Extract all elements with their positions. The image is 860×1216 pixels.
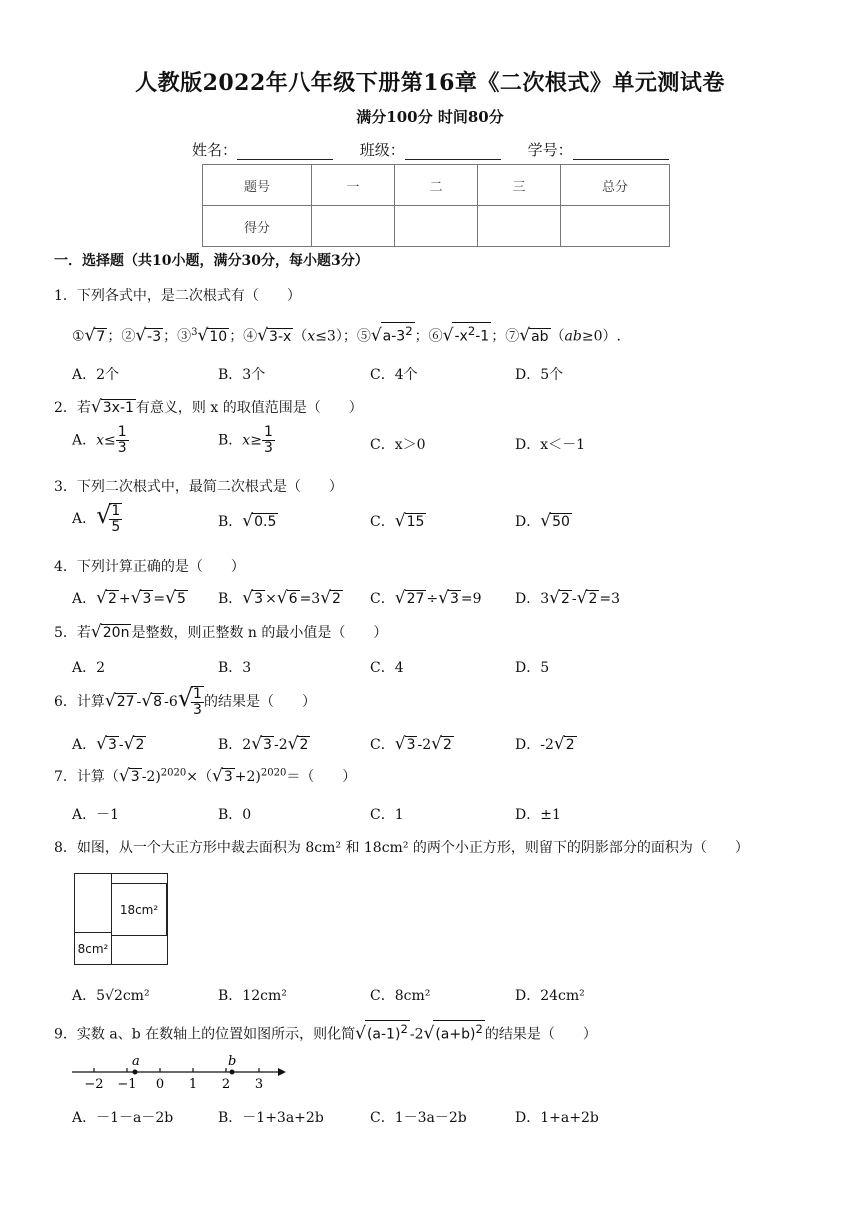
- question-5-stem: 5．若√20n 是整数，则正整数 n 的最小值是（ ）: [54, 622, 388, 642]
- score-header-cell: 题号: [203, 165, 312, 206]
- question-9-option-a[interactable]: A．－1－a－2b: [72, 1110, 174, 1126]
- question-6-stem: 6．计算√27 -√8 -6√ $\frac{1}{3}$ 的结果是（ ）: [54, 684, 316, 718]
- number-line-tick-label: 3: [254, 1077, 264, 1092]
- id-label: 学号：: [527, 141, 573, 159]
- question-7-pre: 7．计算（: [54, 769, 119, 785]
- page-title: 人教版2022年八年级下册第16章《二次根式》单元测试卷: [135, 70, 725, 96]
- score-table: [202, 164, 670, 247]
- question-9-pre: 9．实数 a、b 在数轴上的位置如图所示，则化简: [54, 1026, 356, 1043]
- number-line-tick-label: 1: [188, 1077, 198, 1092]
- question-2-option-b[interactable]: B．x≥ $\frac{1}{3}$: [218, 424, 273, 456]
- point-a: [133, 1070, 138, 1075]
- question-3-stem: 3．下列二次根式中，最简二次根式是（ ）: [54, 479, 343, 495]
- question-8-option-c[interactable]: C．8cm²: [370, 988, 431, 1004]
- number-line-arrow: [278, 1068, 286, 1076]
- question-7-option-d[interactable]: D．±1: [515, 807, 561, 823]
- point-a-label: a: [132, 1054, 140, 1069]
- class-label: 班级：: [359, 141, 405, 159]
- point-b: [230, 1070, 235, 1075]
- question-1-option-c[interactable]: C．4个: [370, 367, 418, 383]
- question-2-post: 有意义，则 x 的取值范围是（ ）: [135, 400, 363, 416]
- question-3-option-c[interactable]: C．√15: [370, 511, 425, 531]
- name-blank[interactable]: [237, 143, 333, 160]
- question-6-pre: 6．计算: [54, 694, 105, 710]
- name-label: 姓名：: [192, 141, 238, 159]
- score-row-label: 得分: [203, 206, 312, 247]
- question-3-option-b[interactable]: B．√0.5: [218, 511, 277, 531]
- point-b-label: b: [228, 1054, 237, 1069]
- small-square-label: 8cm²: [75, 932, 112, 965]
- question-2-pre: 2．若: [54, 400, 91, 416]
- score-cell[interactable]: [312, 206, 395, 247]
- question-1-stem: 1．下列各式中，是二次根式有（ ）: [54, 288, 301, 304]
- score-header-cell: 一: [312, 165, 395, 206]
- question-2-option-c[interactable]: C．x＞0: [370, 437, 426, 453]
- question-5-option-b[interactable]: B．3: [218, 660, 252, 676]
- id-blank[interactable]: [573, 143, 669, 160]
- question-4-option-c[interactable]: C．√27 ÷√3 =9: [370, 588, 482, 608]
- question-9-stem: 9．实数 a、b 在数轴上的位置如图所示，则化简$√(a-1)^2$ $-2√(a+b)^2$ 的结果是（ ）: [54, 1022, 597, 1044]
- big-square-label: 18cm²: [111, 883, 167, 936]
- square-figure: [74, 873, 168, 965]
- score-cell[interactable]: [395, 206, 478, 247]
- question-7-option-a[interactable]: A．－1: [72, 807, 120, 823]
- question-5-option-c[interactable]: C．4: [370, 660, 404, 676]
- number-line-tick-label: 0: [155, 1077, 165, 1092]
- section-heading: 一．选择题（共10小题，满分30分，每小题3分）: [54, 253, 369, 269]
- number-line-tick-label: 2: [221, 1077, 231, 1092]
- question-4-option-d[interactable]: D．3√2 -√2 =3: [515, 588, 621, 608]
- question-9-option-c[interactable]: C．1－3a－2b: [370, 1110, 467, 1126]
- question-5-radicand: 20n: [102, 625, 130, 641]
- question-1-option-d[interactable]: D．5个: [515, 367, 564, 383]
- class-blank[interactable]: [405, 143, 501, 160]
- student-info: [192, 139, 691, 160]
- question-7-option-b[interactable]: B．0: [218, 807, 252, 823]
- question-6-option-c[interactable]: C．√3 -2√2: [370, 734, 452, 754]
- question-2-option-d[interactable]: D．x＜－1: [515, 437, 586, 453]
- question-1-option-a[interactable]: A．2个: [72, 367, 120, 383]
- question-7-option-c[interactable]: C．1: [370, 807, 404, 823]
- question-6-option-a[interactable]: A．√3 -√2: [72, 734, 145, 754]
- score-cell[interactable]: [561, 206, 670, 247]
- figure-line: [111, 934, 166, 963]
- question-5-pre: 5．若: [54, 625, 91, 641]
- question-2-radicand: 3x-1: [102, 400, 134, 416]
- question-7-post: ＝（ ）: [286, 769, 357, 785]
- question-5-option-a[interactable]: A．2: [72, 660, 106, 676]
- number-line-tick-label: −1: [117, 1077, 137, 1092]
- question-5-post: 是整数，则正整数 n 的最小值是（ ）: [131, 625, 388, 641]
- question-8-option-b[interactable]: B．12cm²: [218, 988, 287, 1004]
- number-line-tick-label: −2: [84, 1077, 104, 1092]
- question-6-post: 的结果是（ ）: [203, 694, 316, 710]
- question-9-option-d[interactable]: D．1+a+2b: [515, 1110, 599, 1126]
- figure-line: [111, 874, 112, 883]
- question-1-option-b[interactable]: B．3个: [218, 367, 266, 383]
- question-9-option-b[interactable]: B．－1+3a+2b: [218, 1110, 324, 1126]
- question-2-option-a[interactable]: A．x≤ $\frac{1}{3}$: [72, 424, 127, 456]
- question-8-stem: 8．如图，从一个大正方形中裁去面积为 8cm² 和 18cm² 的两个小正方形，则留下的阴影部分的面积为（ ）: [54, 840, 749, 856]
- question-7-stem: 7．计算（√3 -2)$^{2020}$×（√3 +2)$^{2020}$＝（ ）: [54, 766, 357, 786]
- question-5-option-d[interactable]: D．5: [515, 660, 550, 676]
- question-9-post: 的结果是（ ）: [484, 1026, 597, 1043]
- score-header-cell: 总分: [561, 165, 670, 206]
- page-subtitle: 满分100分 时间80分: [356, 108, 504, 126]
- question-4-option-b[interactable]: B．√3 ×√6 =3√2: [218, 588, 341, 608]
- question-3-option-d[interactable]: D．√50: [515, 511, 570, 531]
- score-header-cell: 三: [478, 165, 561, 206]
- question-6-option-b[interactable]: B．2√3 -2√2: [218, 734, 309, 754]
- question-4-option-a[interactable]: A．√2 +√3 =√5: [72, 588, 186, 608]
- number-line: [70, 1050, 290, 1092]
- question-3-option-a[interactable]: A．√ $\frac{1}{5}$: [72, 501, 121, 535]
- question-8-option-a[interactable]: A．5√2cm²: [72, 988, 150, 1004]
- question-8-option-d[interactable]: D．24cm²: [515, 988, 585, 1004]
- question-1-items: ①√7 ；②√-3 ；③$^3$√10 ；④√3-x （x≤3）；$⑤√a-3^2$ ；$⑥√-x^2-1$ ；⑦√ab （ab≥0）.: [72, 324, 621, 346]
- question-6-option-d[interactable]: D．-2√2: [515, 734, 575, 754]
- question-4-stem: 4．下列计算正确的是（ ）: [54, 559, 245, 575]
- question-2-stem: 2．若√3x-1 有意义，则 x 的取值范围是（ ）: [54, 397, 363, 417]
- score-header-cell: 二: [395, 165, 478, 206]
- score-cell[interactable]: [478, 206, 561, 247]
